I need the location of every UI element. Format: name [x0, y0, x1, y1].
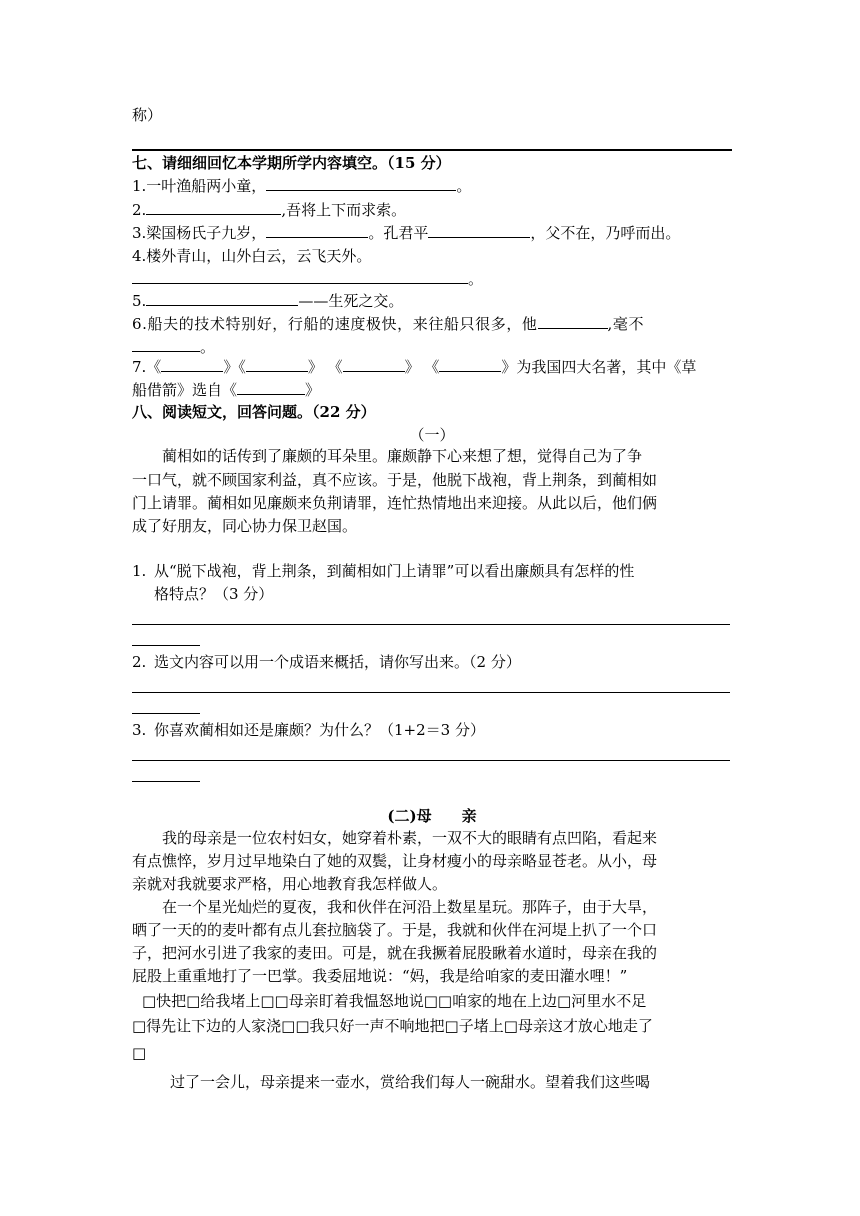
item-text: 。: [456, 177, 472, 195]
fill-item-7-cont: [132, 379, 732, 401]
item-text: 2.: [132, 201, 147, 219]
answer-line[interactable]: [132, 645, 200, 646]
answer-line[interactable]: [132, 713, 200, 714]
item-text: ,毫不: [607, 315, 645, 333]
question-number: 1.: [132, 562, 147, 580]
passage1-line: 一口气，就不顾国家利益，真不应该。于是，他脱下战袍，背上荆条，到蔺相如: [132, 471, 658, 489]
answer-line[interactable]: [132, 692, 730, 693]
question-number: 2.: [132, 653, 147, 671]
item-text: 》为我国四大名著，其中《草: [501, 358, 697, 376]
answer-line[interactable]: [132, 760, 730, 761]
answer-blank[interactable]: [246, 356, 308, 372]
continued-fragment: 称）: [132, 106, 163, 124]
passage2-line: 子，把河水引进了我家的麦田。可是，就在我撅着屁股瞅着水道时，母亲在我的: [132, 944, 658, 962]
fill-item-4: 4.楼外青山，山外白云，云飞天外。: [132, 247, 372, 265]
item-text: 6.船夫的技术特别好，行船的速度极快，来往船只很多，他: [132, 315, 538, 333]
item-text: ，父不在，乃呼而出。: [530, 224, 681, 242]
fill-item-3: [132, 222, 732, 244]
passage1-line: 蔺相如的话传到了廉颇的耳朵里。廉颇静下心来想了想，觉得自己为了争: [162, 447, 643, 465]
answer-blank[interactable]: [237, 379, 305, 395]
passage2-line: 过了一会儿，母亲提来一壶水，赏给我们每人一碗甜水。望着我们这些喝: [170, 1073, 651, 1091]
item-text: 》 《: [404, 358, 440, 376]
passage1-line: 成了好朋友，同心协力保卫赵国。: [132, 517, 358, 535]
answer-blank[interactable]: [146, 199, 281, 215]
answer-blank[interactable]: [428, 222, 530, 238]
answer-blank[interactable]: [161, 356, 223, 372]
answer-blank[interactable]: [538, 313, 608, 329]
question-3: [132, 719, 732, 741]
fill-item-5: [132, 290, 732, 312]
fill-item-4-blank: [132, 268, 732, 290]
item-text: 。: [200, 338, 216, 356]
passage2-line: □得先让下边的人家浇□□我只好一声不响地把□子堵上□母亲这才放心地走了: [132, 1017, 653, 1035]
item-text: 7.《: [132, 358, 162, 376]
passage2-line: 屁股上重重地打了一巴掌。我委屈地说：“妈，我是给咱家的麦田灌水哩！”: [132, 967, 628, 985]
passage2-line: □快把□给我堵上□□母亲盯着我愠怒地说□□咱家的地在上边□河里水不足: [142, 992, 647, 1010]
fill-item-6-cont: [132, 336, 732, 358]
item-text: 1.一叶渔船两小童，: [132, 177, 267, 195]
section-divider: [132, 149, 732, 151]
answer-blank[interactable]: [266, 175, 456, 191]
answer-blank[interactable]: [132, 336, 200, 352]
part1-title: （一）: [409, 426, 455, 444]
question-text: 选文内容可以用一个成语来概括，请你写出来。（2 分）: [154, 653, 521, 671]
item-text: ,吾将上下而求索。: [281, 201, 407, 219]
item-text: 》 《: [307, 358, 343, 376]
section7-heading: 七、请细细回忆本学期所学内容填空。（15 分）: [132, 154, 451, 172]
item-text: ——生死之交。: [298, 292, 404, 310]
answer-line[interactable]: [132, 781, 200, 782]
answer-line[interactable]: [132, 624, 730, 625]
question-text: 你喜欢蔺相如还是廉颇？为什么？（1+2＝3 分）: [154, 721, 485, 739]
passage2-line: 我的母亲是一位农村妇女，她穿着朴素，一双不大的眼睛有点凹陷，看起来: [162, 829, 658, 847]
item-text: 》《: [223, 358, 246, 376]
question-2: [132, 651, 732, 673]
answer-blank[interactable]: [146, 290, 298, 306]
fill-item-1: [132, 175, 732, 197]
fill-item-6: [132, 313, 732, 335]
item-text: 船借箭》选自《: [132, 381, 238, 399]
item-text: 。孔君平: [368, 224, 429, 242]
item-text: 5.: [132, 292, 147, 310]
item-text: 3.梁国杨氏子九岁，: [132, 224, 267, 242]
passage2-line: 亲就对我就要求严格，用心地教育我怎样做人。: [132, 875, 448, 893]
passage2-line: 有点憔悴，岁月过早地染白了她的双鬓，让身材瘦小的母亲略显苍老。从小，母: [132, 852, 658, 870]
passage2-line: 晒了一天的的麦叶都有点儿套拉脑袋了。于是，我就和伙伴在河堤上扒了一个口: [132, 921, 658, 939]
passage2-line: □: [132, 1044, 147, 1062]
question-number: 3.: [132, 721, 147, 739]
fill-item-2: [132, 199, 732, 221]
item-text: 。: [468, 270, 484, 288]
question-1: [132, 560, 732, 582]
question-1-cont: 格特点？（3 分）: [154, 585, 274, 603]
answer-blank[interactable]: [266, 222, 368, 238]
question-text: 从“脱下战袍，背上荆条，到蔺相如门上请罪”可以看出廉颇具有怎样的性: [154, 562, 635, 580]
section8-heading: 八、阅读短文，回答问题。（22 分）: [132, 403, 376, 421]
answer-blank[interactable]: [439, 356, 501, 372]
answer-blank[interactable]: [132, 268, 468, 284]
passage1-line: 门上请罪。蔺相如见廉颇来负荆请罪，连忙热情地出来迎接。从此以后，他们俩: [132, 494, 658, 512]
fill-item-7: [132, 356, 732, 378]
answer-blank[interactable]: [343, 356, 405, 372]
item-text: 》: [305, 381, 321, 399]
part2-title: (二)母 亲: [387, 807, 477, 825]
passage2-line: 在一个星光灿烂的夏夜，我和伙伴在河沿上数星星玩。那阵子，由于大旱，: [162, 898, 658, 916]
